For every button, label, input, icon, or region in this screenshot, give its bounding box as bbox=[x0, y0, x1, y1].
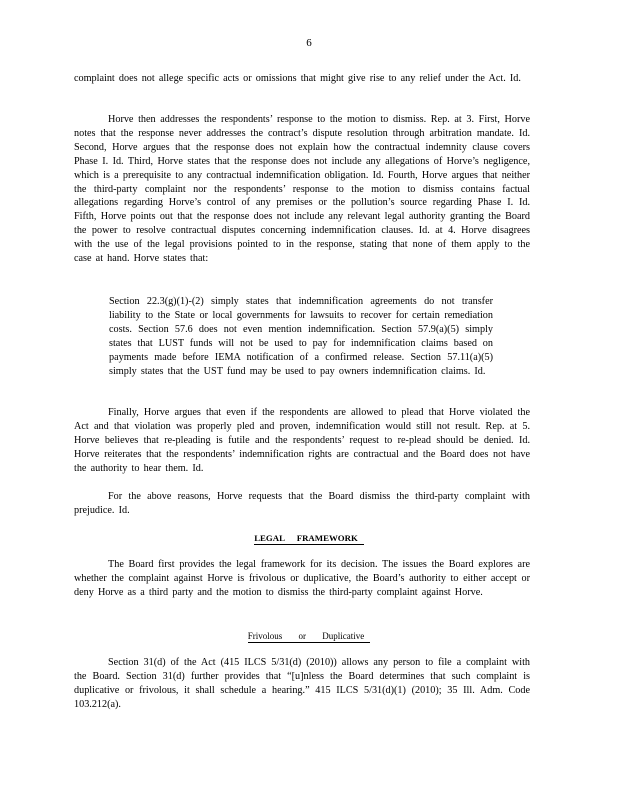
subheading-frivolous-duplicative bbox=[0, 631, 618, 643]
paragraph-for-above-reasons: For the above reasons, Horve requests that the Board dismiss the third-party complaint with prejudice. Id. bbox=[74, 491, 530, 516]
paragraph-legal-framework: The Board first provides the legal framework for its decision. The issues the Board explores are whether the complaint against Horve is frivolous or duplicative, the Board’s authority to either accept or deny Horve as a third party and the motion to dismiss the third-party complaint against Horve. bbox=[74, 559, 530, 598]
paragraph-section-31d: Section 31(d) of the Act (415 ILCS 5/31(d) (2010)) allows any person to file a complaint with the Board. Section 31(d) further provides that “[u]nless the Board determines that such complaint is duplicative or frivolous, it shall schedule a hearing.” 415 ILCS 5/31(d)(1) (2010); 35 Ill. Adm. Code 103.212(a). bbox=[74, 657, 530, 710]
block-quote: Section 22.3(g)(1)-(2) simply states that indemnification agreements do not transfer liability to the State or local governments for lawsuits to recover for certain remediation costs. Section 57.6 does not even mention indemnification. Section 57.9(a)(5) simply states that LUST funds will not be used to pay for indemnification claims based on payments made before IEMA notification of a confirmed release. Section 57.11(a)(5) simply states that the UST fund may be used to pay owners indemnification claims. Id. bbox=[109, 296, 493, 377]
page-number: 6 bbox=[306, 37, 312, 49]
paragraph-finally: Finally, Horve argues that even if the respondents are allowed to plead that Horve violated the Act and that violation was properly pled and proven, indemnification would still not result. Rep. at 5. Horve believes that re-pleading is futile and the respondents’ request to re-plead should be denied. Id. Horve reiterates that the respondents’ indemnification rights are contractual and the Board does not have the authority to hear them. Id. bbox=[74, 407, 530, 474]
section-heading-legal-framework bbox=[0, 533, 618, 545]
paragraph-continuation: complaint does not allege specific acts or omissions that might give rise to any relief under the Act. Id. bbox=[74, 73, 521, 84]
legal-framework-heading-text: LEGAL FRAMEWORK bbox=[254, 533, 364, 545]
paragraph-horve-reply: Horve then addresses the respondents’ response to the motion to dismiss. Rep. at 3. First, Horve notes that the response never addresses the contract’s dispute resolution through arbitration mandate. Id. Second, Horve argues that the response does not explain how the contractual indemnity clause covers Phase I. Id. Third, Horve states that the response does not include any allegations of Horve’s negligence, which is a prerequisite to any contractual indemnification obligation. Id. Fourth, Horve argues that neither the third-party complaint nor the respondents’ response to the motion to dismiss contains factual allegations regarding Horve’s control of any premises or the pollution’s source regarding Phase I. Id. Fifth, Horve points out that the response does not include any relevant legal authority granting the Board the power to resolve contractual disputes concerning indemnification clauses. Id. at 4. Horve disagrees with the use of the legal provisions pointed to in the response, stating that none of them apply to the case at hand. Horve states that: bbox=[74, 114, 530, 265]
frivolous-duplicative-heading-text: Frivolous or Duplicative bbox=[248, 631, 371, 643]
